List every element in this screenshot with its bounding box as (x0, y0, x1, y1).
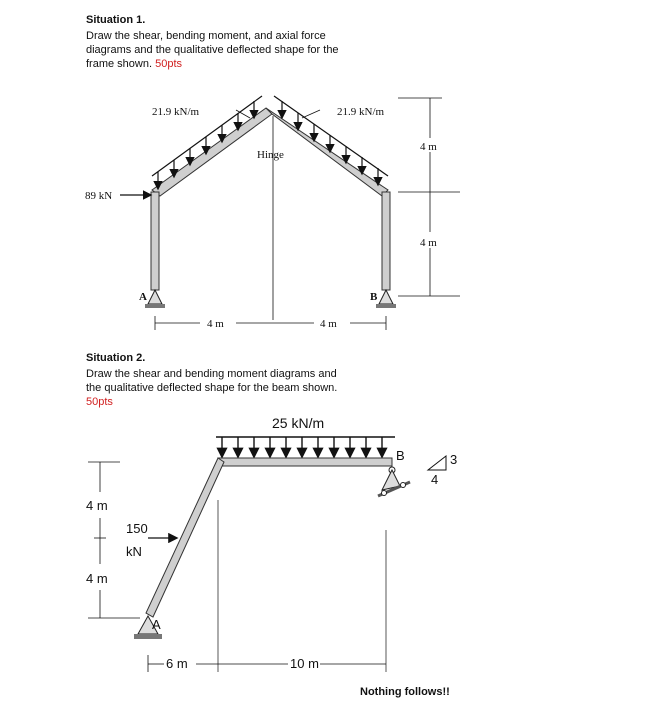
situation2-points: 50pts (86, 396, 113, 408)
support-a-label: A (139, 291, 147, 303)
support-b-roller (378, 467, 410, 496)
point-load-unit: kN (126, 544, 142, 559)
slope-3-label: 3 (450, 452, 458, 467)
dim-upper-label: 4 m (86, 498, 108, 513)
situation1-line2: diagrams and the qualitative deflected shape for the (86, 44, 339, 56)
situation1-line3: frame shown. (86, 58, 153, 70)
load-label: 25 kN/m (272, 415, 325, 431)
dim-bottom-label: 4 m (420, 237, 437, 249)
situation1-title: Situation 1. (86, 14, 146, 26)
slope-4-label: 4 (431, 472, 439, 487)
dim-lower-label: 4 m (86, 571, 108, 586)
situation2-line2: the qualitative deflected shape for the beam shown. (86, 382, 338, 394)
support-b-label: B (396, 448, 405, 463)
dim-6-label: 6 m (166, 656, 188, 671)
load-left-label: 21.9 kN/m (152, 106, 200, 118)
dim-right-label: 4 m (320, 318, 337, 330)
situation2-line1: Draw the shear and bending moment diagrams and (86, 368, 337, 380)
situation2-title: Situation 2. (86, 352, 146, 364)
support-b-label: B (370, 291, 378, 303)
situation1-points: 50pts (155, 58, 183, 70)
left-dimension (88, 462, 140, 618)
point-load-value: 150 (126, 521, 148, 536)
hinge-label: Hinge (257, 149, 284, 161)
dim-left-label: 4 m (207, 318, 224, 330)
dim-top-label: 4 m (420, 141, 437, 153)
support-a-label: A (152, 617, 161, 632)
distributed-load (216, 437, 395, 456)
load-right-label: 21.9 kN/m (337, 106, 385, 118)
slope-indicator (428, 456, 446, 470)
dim-10-label: 10 m (290, 656, 319, 671)
footer-note: Nothing follows!! (360, 686, 450, 698)
situation1-line1: Draw the shear, bending moment, and axial force (86, 30, 326, 42)
beam-members (146, 458, 392, 617)
horizontal-force-label: 89 kN (85, 190, 113, 202)
